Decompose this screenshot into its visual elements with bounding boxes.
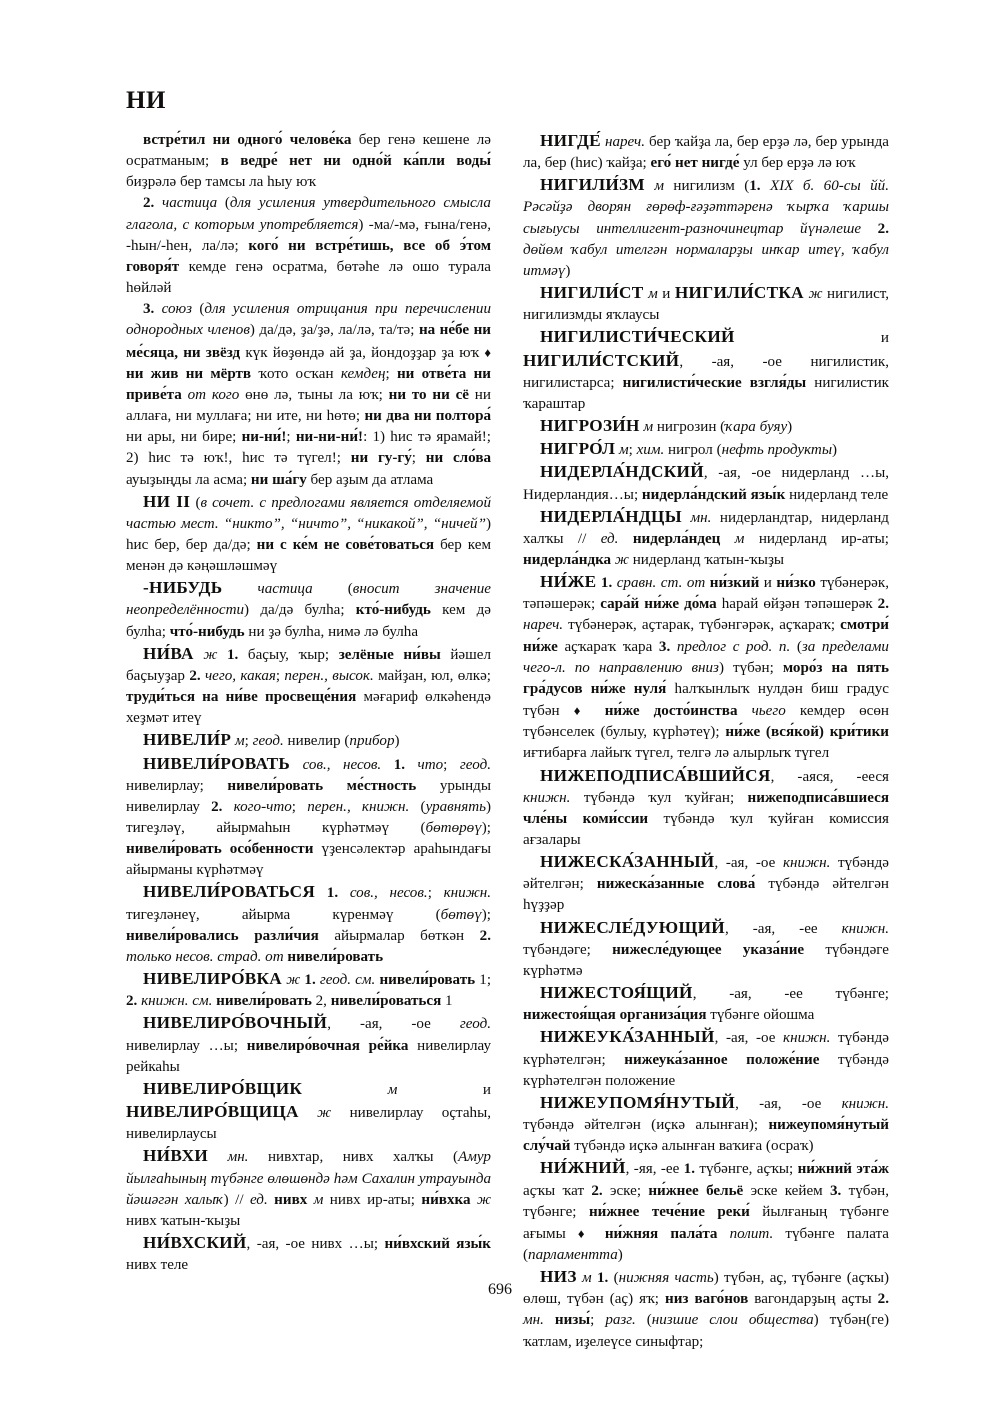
entry-nizhny: НИ́ЖНИЙ, -яя, -ее 1. түбәнге, аҫҡы; ни́жний эта́ж аҫҡы ҡат 2. эске; ни́жнее бельё эске кейем 3. түбән, түбәнге; ни́жнее тече́ние реки́ йылғаның түбәнге ағымы ♦ ни́жняя пала́та полит. түбәнге палата (парламентта) [523, 1158, 890, 1263]
entry-ni-sense-2: 2. частица (для усиления утвердительного смысла глагола, с которым употребляется) -ма/-мә, ғына/генә, -һын/-һен, ла/лә; кого́ ни встре́тишь, все об э́том говоря́т кемде генә осратма, бөтәһе лә ошо турала һөйләй [126, 195, 491, 297]
entry-niderlandsky: НИДЕРЛА́НДСКИЙ, -ая, -ое нидерланд …ы, Нидерландия…ы; нидерла́ндский язы́к нидерланд теле [523, 462, 889, 503]
entry-nizhepodpisavshiysya: НИЖЕПОДПИСА́ВШИЙСЯ, -аяся, -ееся книжн. түбәндә ҡул ҡуйған; нижеподписа́вшиеся чле́ны коми́ссии түбәндә ҡул ҡуйған комиссия ағзалары [523, 765, 889, 848]
entry-nigrol: НИГРО́Л м; хим. нигрол (нефть продукты) [540, 439, 838, 459]
entry-nizheupomyanuty: НИЖЕУПОМЯ́НУТЫЙ, -ая, -ое книжн. түбәндә әйтелгән (иҫкә алынған); нижеупомя́нутый слу́чай түбәндә иҫкә алынған ваҡиға (осраҡ) [523, 1092, 889, 1155]
entry-ni-1-cont: встре́тил ни одного́ челове́ка бер генә кешене лә осратманым; в ведре́ нет ни одно́й ка́пли воды́ биҙрәлә бер тамсы ла һыу юҡ [126, 132, 491, 191]
entry-ni-ii: НИ II (в сочет. с предлогами является отделяемой частью мест. “никто”, “ничто”, “никакой”, “ничей”) һис бер, бер да/дә; ни с ке́м не сове́товаться бер кем менән дә кәңәшләшмәү [126, 491, 492, 575]
entry-niz: НИЗ м 1. (нижняя часть) түбән, аҫ, түбәнге (аҫҡы) өлөш, түбән (аҫ) яҡ; низ ваго́нов вагондарҙың аҫты 2. мн. низы́; разг. (низшие слои общества) түбән(ге) ҡатлам, иҙелеүсе синыфтар; [523, 1267, 889, 1350]
entry-nizhesleduyushchy: НИЖЕСЛЕ́ДУЮЩИЙ, -ая, -ее книжн. түбәндәге; нижесле́дующее указа́ние түбәндәге күрһәтмә [523, 917, 889, 979]
entry-niva: НИ́ВА ж 1. баҫыу, ҡыр; зелёные ни́вы йәшел баҫыуҙар 2. чего, какая; перен., высок. майҙан, юл, өлкә; труди́ться на ни́ве просвеще́ния мәғариф өлкәһендә хеҙмәт итеү [126, 643, 491, 727]
entry-nigilist: НИГИЛИ́СТ м и НИГИЛИ́СТКА ж нигилист, нигилизмды яҡлаусы [523, 283, 890, 324]
entry-nigilistichesky: НИГИЛИСТИ́ЧЕСКИЙ и НИГИЛИ́СТСКИЙ, -ая, -ое нигилистик, нигилистарса; нигилисти́ческие взгля́ды нигилистик ҡараштар [523, 327, 889, 412]
entry-nizheskazanny: НИЖЕСКА́ЗАННЫЙ, -ая, -ое книжн. түбәндә әйтелгән; нижеска́занные слова́ түбәндә әйтелгән һүҙҙәр [523, 852, 889, 914]
entry-nivelirovat: НИВЕЛИ́РОВАТЬ сов., несов. 1. что; геод. нивелирлау; нивели́ровать ме́стность урынды нивелирлау 2. кого-что; перен., книжн. (уравнять) тигеҙләү, айырмаһын күрһәтмәү (бөтөрөү); нивели́ровать осо́бенности үҙенсәлектәр араһындағы айырманы күрһәтмәү [126, 753, 492, 879]
entry-nizhestoyashchy: НИЖЕСТОЯ́ЩИЙ, -ая, -ее түбәнге; нижестоя́щая организа́ция түбәнге ойошма [523, 983, 889, 1024]
entry-niderlandtsy: НИДЕРЛА́НДЦЫ мн. нидерландтар, нидерланд халҡы // ед. нидерла́ндец м нидерланд ир-аты; нидерла́ндка ж нидерланд ҡатын-ҡыҙы [523, 506, 889, 568]
entry-nigrozin: НИГРОЗИ́Н м нигрозин (ҡара буяу) [540, 416, 793, 436]
entry-nivelirovatsya: НИВЕЛИ́РОВАТЬСЯ 1. сов., несов.; книжн. тигеҙләнеү, айырма күренмәү (бөтөү); нивели́ровались разли́чия айырмалар бөткән 2. только несов. страд. от нивели́ровать [126, 882, 491, 965]
entry-nivelirovka: НИВЕЛИРО́ВКА ж 1. геод. см. нивели́ровать 1; 2. книжн. см. нивели́ровать 2, нивели́роваться 1 [126, 969, 492, 1010]
left-column [126, 130, 491, 1353]
right-column [523, 130, 889, 1353]
entry-nigde: НИГДЕ́ нареч. бер ҡайҙа ла, бер ерҙә лә, бер урында ла, бер (һис) ҡайҙа; его́ нет нигде́ ул бер ерҙә лә юҡ [523, 131, 889, 172]
text-columns [126, 130, 889, 1353]
entry-nivkhi: НИ́ВХИ мн. нивхтар, нивх халҡы (Амур йылғаһының түбәнге өлөшөндә һәм Сахалин утрауында йәшәгән халыҡ) // ед. нивх м нивх ир-аты; ни́вхка ж нивх ҡатын-ҡыҙы [126, 1146, 492, 1229]
entry-nibud: -НИБУДЬ частица (вносит значение неопределённости) да/дә булһа; кто́-нибудь кем дә булһа; что́-нибудь ни ҙә булһа, нимә лә булһа [126, 578, 491, 640]
entry-ni-sense-3: 3. союз (для усиления отрицания при перечислении однородных членов) да/дә, ҙа/ҙә, ла/лә, та/тә; на не́бе ни ме́сяца, ни звёзд күк йөҙөндә ай ҙа, йондоҙҙар ҙа юҡ ♦ ни жив ни мёртв ҡото осҡан кемдең; ни отве́та ни приве́та от кого өнө лә, тыны ла юҡ; ни то ни сё ни аллаға, ни муллаға; ни ите, ни һөтө; ни два ни полтора́ ни ары, ни бире; ни-ни́!; ни-ни-ни́!: 1) һис тә ярамай!; 2) һис тә юҡ!, һис тә түгел!; ни гу-гу́; ни сло́ва ауыҙыңды ла асма; ни ша́гу бер аҙым да атлама [126, 301, 492, 488]
entry-nizhe: НИ́ЖЕ 1. сравн. ст. от ни́зкий и ни́зко түбәнерәк, тәпәшерәк; сара́й ни́же до́ма һарай өйҙән тәпәшерәк 2. нареч. түбәнерәк, аҫтарак, түбәнгәрәк, аҫҡараҡ; смотри́ ни́же аҫҡараҡ ҡара 3. предлог с род. п. (за пределами чего-л. по направлению вниз) түбән; моро́з на пять гра́дусов ни́же нуля́ һалҡынлыҡ нулдән биш градус түбән ♦ ни́же досто́инства чьего кемдер өсөн түбәнселек (булыу, күрһәтеү); ни́же (вся́кой) кри́тики иғтибарға лайыҡ түгел, телгә лә алырлыҡ түгел [523, 572, 890, 762]
running-head: НИ [126, 87, 166, 114]
entry-nivelir: НИВЕЛИ́Р м; геод. нивелир (прибор) [143, 730, 400, 750]
entry-nivkhsky: НИ́ВХСКИЙ, -ая, -ое нивх …ы; ни́вхский язы́к нивх теле [126, 1232, 492, 1274]
entry-nigilizm: НИГИЛИ́ЗМ м нигилизм (1. XIX б. 60-сы йй. Рәсәйҙә дворян ғөрөф-ғәҙәттәренә ҡырҡа ҡаршы сығыусы интеллигент-разночинецтар йүнәлеше 2. дөйөм ҡабул ителгән нормаларҙы инҡар итеү, ҡабул итмәү) [523, 175, 890, 279]
entry-nivelirovochny: НИВЕЛИРО́ВОЧНЫЙ, -ая, -ое геод. нивелирлау …ы; нивелиро́вочная ре́йка нивелирлау рейкаһы [126, 1013, 491, 1075]
page-number: 696 [488, 1281, 512, 1298]
entry-nivelirovshchik: НИВЕЛИРО́ВЩИК м и НИВЕЛИРО́ВЩИЦА ж нивелирлау оҫтаһы, нивелирлаусы [126, 1078, 491, 1143]
entry-nizheukazanny: НИЖЕУКА́ЗАННЫЙ, -ая, -ое книжн. түбәндә күрһәтелгән; нижеука́занное положе́ние түбәндә күрһәтелгән положение [523, 1027, 889, 1089]
